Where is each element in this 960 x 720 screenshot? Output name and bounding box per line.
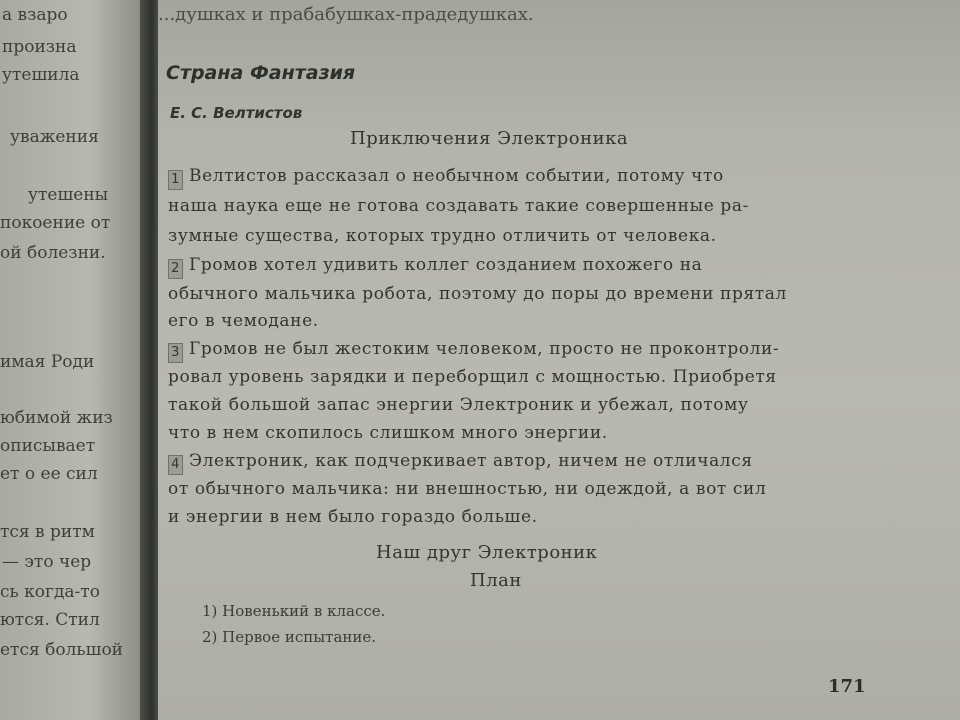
left-page-line: произна — [2, 37, 77, 57]
left-page-line: утешены — [28, 185, 109, 205]
left-page — [0, 0, 150, 720]
author-name: Е. С. Велтистов — [170, 104, 303, 122]
page-number: 171 — [828, 676, 866, 697]
left-page-line: уважения — [10, 127, 99, 147]
plan-heading: План — [470, 570, 522, 591]
left-page-line: ой болезни. — [0, 243, 106, 263]
left-page-line: ет о ее сил — [0, 464, 98, 484]
answer-line: что в нем скопилось слишком много энергии. — [168, 423, 608, 443]
answer-line: ровал уровень зарядки и переборщил с мощностью. Приобретя — [168, 367, 777, 387]
answer-line: 3 Громов не был жестоким человеком, просто не проконтроли- — [168, 339, 779, 363]
left-page-line: утешила — [2, 65, 80, 85]
answer-line: такой большой запас энергии Электроник и убежал, потому — [168, 395, 749, 415]
left-page-line: юбимой жиз — [0, 408, 113, 428]
left-page-line: сь когда-то — [0, 582, 100, 602]
answer-line: 2 Громов хотел удивить коллег созданием похожего на — [168, 255, 702, 279]
answer-line: его в чемодане. — [168, 311, 319, 331]
answer-line: наша наука еще не готова создавать такие совершенные ра- — [168, 196, 749, 216]
answer-line: и энергии в нем было гораздо больше. — [168, 507, 538, 527]
essay-title: Наш друг Электроник — [376, 542, 598, 563]
answer-line: от обычного мальчика: ни внешностью, ни одеждой, а вот сил — [168, 479, 767, 499]
answer-line: 4 Электроник, как подчеркивает автор, ничем не отличался — [168, 451, 753, 475]
answer-number: 2 — [168, 259, 183, 279]
left-page-line: описывает — [0, 436, 96, 456]
answer-number: 1 — [168, 170, 183, 190]
right-page — [158, 0, 960, 720]
answer-line: зумные существа, которых трудно отличить от человека. — [168, 226, 717, 246]
left-page-line: тся в ритм — [0, 522, 95, 542]
left-page-line: ется большой — [0, 640, 124, 660]
plan-item: 2) Первое испытание. — [202, 628, 377, 646]
left-page-line: ются. Стил — [0, 610, 100, 630]
answer-number: 4 — [168, 455, 183, 475]
answer-line: 1 Велтистов рассказал о необычном событии, потому что — [168, 166, 724, 190]
answer-line: обычного мальчика робота, поэтому до поры до времени прятал — [168, 284, 787, 304]
top-line: ...душках и прабабушках-прадедушках. — [158, 4, 534, 25]
left-page-line: — это чер — [2, 552, 92, 572]
left-page-line: а взаро — [2, 5, 68, 25]
answer-number: 3 — [168, 343, 183, 363]
story-title: Приключения Электроника — [350, 128, 629, 149]
section-title: Страна Фантазия — [166, 62, 356, 84]
plan-item: 1) Новенький в классе. — [202, 602, 386, 620]
left-page-line: имая Роди — [0, 352, 95, 372]
left-page-line: покоение от — [0, 213, 111, 233]
